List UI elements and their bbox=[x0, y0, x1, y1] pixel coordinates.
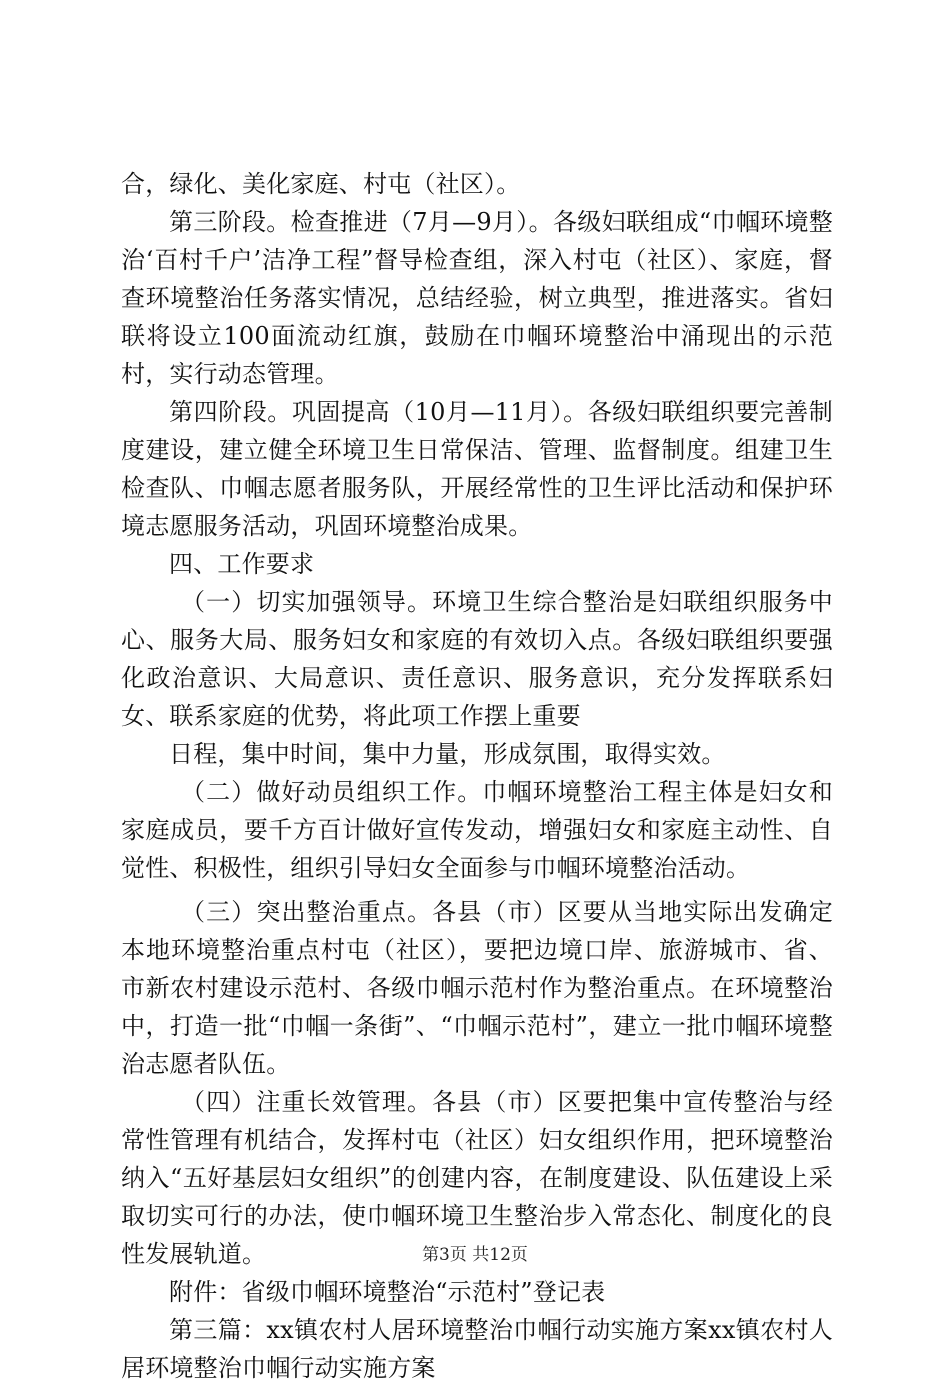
paragraph-requirement-four: （四）注重长效管理。各县（市）区要把集中宣传整治与经常性管理有机结合，发挥村屯（社区）妇女组织作用，把环境整治纳入“五好基层妇女组织”的创建内容，在制度建设、队伍建设上采取切实可行的办法，使巾帼环境卫生整治步入常态化、制度化的良性发展轨道。 bbox=[121, 1088, 833, 1268]
paragraph-stage-four: 第四阶段。巩固提高（10月—11月）。各级妇联组织要完善制度建设，建立健全环境卫生日常保洁、管理、监督制度。组建卫生检查队、巾帼志愿者服务队，开展经常性的卫生评比活动和保护环境志愿服务活动，巩固环境整治成果。 bbox=[121, 398, 833, 540]
paragraph-requirement-two: （二）做好动员组织工作。巾帼环境整治工程主体是妇女和家庭成员，要千方百计做好宣传发动，增强妇女和家庭主动性、自觉性、积极性，组织引导妇女全面参与巾帼环境整治活动。 bbox=[121, 778, 833, 882]
paragraph-requirement-one: （一）切实加强领导。环境卫生综合整治是妇联组织服务中心、服务大局、服务妇女和家庭的有效切入点。各级妇联组织要强化政治意识、大局意识、责任意识、服务意识，充分发挥联系妇女、联系家庭的优势，将此项工作摆上重要 bbox=[121, 588, 833, 730]
paragraph-part-three-title: 第三篇：xx镇农村人居环境整治巾帼行动实施方案xx镇农村人居环境整治巾帼行动实施方案 bbox=[121, 1316, 833, 1382]
paragraph-continuation: 合，绿化、美化家庭、村屯（社区）。 bbox=[121, 170, 521, 198]
paragraph-requirement-one-continued: 日程，集中时间，集中力量，形成氛围，取得实效。 bbox=[169, 740, 726, 768]
paragraph-attachment: 附件：省级巾帼环境整治“示范村”登记表 bbox=[169, 1278, 606, 1306]
section-heading-work-requirements: 四、工作要求 bbox=[169, 550, 315, 578]
paragraph-requirement-three: （三）突出整治重点。各县（市）区要从当地实际出发确定本地环境整治重点村屯（社区），要把边境口岸、旅游城市、省、市新农村建设示范村、各级巾帼示范村作为整治重点。在环境整治中，打造一批“巾帼一条街”、“巾帼示范村”，建立一批巾帼环境整治志愿者队伍。 bbox=[121, 898, 833, 1078]
document-body bbox=[121, 165, 833, 1387]
page-number-footer: 第3页 共12页 bbox=[422, 1245, 528, 1265]
paragraph-stage-three: 第三阶段。检查推进（7月—9月）。各级妇联组成“巾帼环境整治‘百村千户’洁净工程”督导检查组，深入村屯（社区）、家庭，督查环境整治任务落实情况，总结经验，树立典型，推进落实。省妇联将设立100面流动红旗，鼓励在巾帼环境整治中涌现出的示范村，实行动态管理。 bbox=[121, 208, 833, 388]
